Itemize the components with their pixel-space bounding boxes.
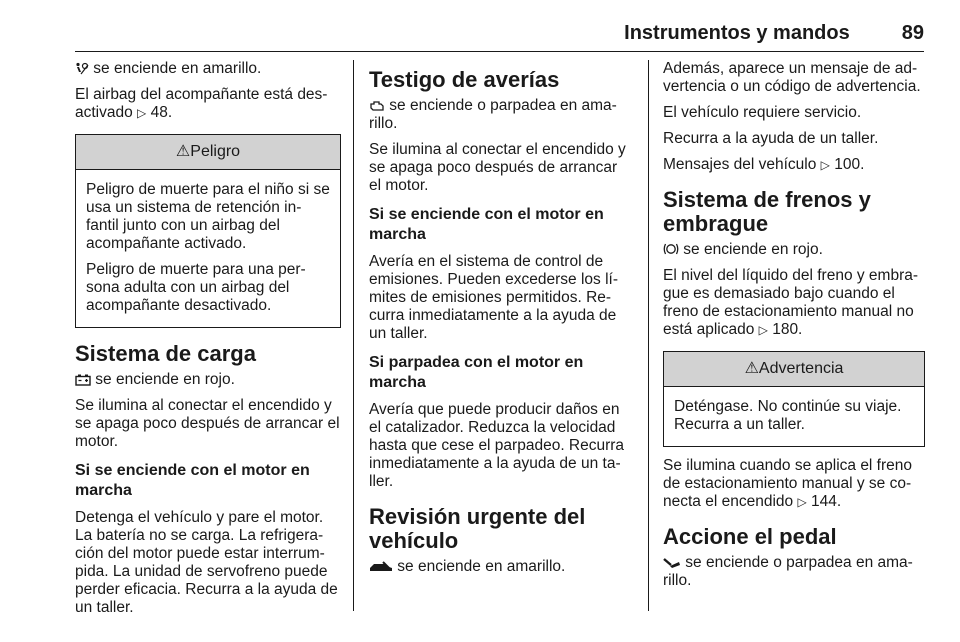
airbag-off-icon	[75, 61, 89, 75]
reference-arrow-icon: ▷	[820, 158, 830, 172]
warning-triangle-icon: ⚠	[744, 360, 759, 377]
frenos-paragraph: El nivel del líquido del freno y embra-gue es demasiado bajo cuando el freno de estacionamiento manual no está aplicado ▷ 180.	[663, 267, 919, 338]
page-number: 89	[901, 22, 924, 44]
averias-paragraph-3: Avería que puede producir daños en el catalizador. Reduzca la velocidad hasta que cese el parpadeo. Recurra inmediatamente a la ayuda de un ta-ller.	[369, 401, 625, 490]
averias-subheading-2: Si parpadea con el motor en marcha	[369, 354, 584, 391]
column-3	[663, 60, 925, 598]
paragraph-mensaje: Además, aparece un mensaje de ad-vertencia o un código de advertencia.	[663, 60, 921, 95]
engine-check-icon	[369, 98, 385, 112]
section-title: Instrumentos y mandos	[624, 22, 850, 44]
carga-icon-paragraph: se enciende en rojo.	[75, 371, 341, 389]
pedal-icon	[663, 555, 681, 569]
frenos-icon-paragraph: se enciende en rojo.	[663, 241, 925, 259]
reference-arrow-icon: ▷	[137, 106, 147, 120]
column-1	[75, 60, 341, 625]
column-2	[369, 60, 631, 584]
header-rule	[75, 51, 924, 52]
battery-icon	[75, 372, 91, 386]
reference-arrow-icon: ▷	[758, 323, 768, 337]
warning-text: Deténgase. No continúe su viaje. Recurra a un taller.	[674, 398, 902, 433]
heading-sistema-de-carga: Sistema de carga	[75, 341, 256, 366]
danger-text-2: Peligro de muerte para una per-sona adulta con un airbag del acompañante desactivado.	[86, 261, 306, 314]
pedal-icon-paragraph: se enciende o parpadea en ama-rillo.	[663, 554, 913, 589]
airbag-paragraph: se enciende en amarillo.	[75, 60, 341, 78]
warning-box-header: ⚠Advertencia	[664, 352, 924, 387]
freno-estacionamiento-paragraph: Se ilumina cuando se aplica el freno de estacionamiento manual y se co-necta el encendido ▷ 144.	[663, 457, 913, 510]
carga-instructions: Detenga el vehículo y pare el motor. La batería no se carga. La refrigera-ción del motor puede estar interrum-pida. La unidad de servofreno puede perder eficacia. Recurra a la ayuda de un taller.	[75, 509, 338, 616]
airbag-deactivated-paragraph: El airbag del acompañante está des-activado ▷ 48.	[75, 86, 328, 121]
reference-arrow-icon: ▷	[797, 495, 807, 509]
paragraph-servicio: El vehículo requiere servicio.	[663, 104, 862, 121]
carga-paragraph: Se ilumina al conectar el encendido y se apaga poco después de arrancar el motor.	[75, 397, 340, 450]
danger-box-header: ⚠Peligro	[76, 135, 340, 170]
averias-paragraph-2: Avería en el sistema de control de emisiones. Pueden excederse los lí-mites de emisiones permitidos. Re-curra inmediatamente a la ayuda de un taller.	[369, 253, 618, 342]
brake-icon	[663, 242, 679, 256]
warning-box-body	[664, 387, 924, 446]
averias-icon-paragraph: se enciende o parpadea en ama-rillo.	[369, 97, 617, 132]
danger-text-1: Peligro de muerte para el niño si se usa un sistema de retención in-fantil junto con un airbag del acompañante activado.	[86, 181, 330, 252]
carga-subheading: Si se enciende con el motor en marcha	[75, 462, 310, 499]
heading-sistema-de-frenos: Sistema de frenos y embrague	[663, 187, 871, 236]
warning-triangle-icon: ⚠	[175, 143, 191, 160]
averias-subheading-1: Si se enciende con el motor en marcha	[369, 206, 604, 243]
service-car-icon	[369, 559, 393, 573]
averias-paragraph-1: Se ilumina al conectar el encendido y se apaga poco después de arrancar el motor.	[369, 141, 626, 194]
warning-box	[663, 351, 925, 447]
page-header	[75, 22, 924, 52]
heading-revision-urgente: Revisión urgente del vehículo	[369, 504, 586, 553]
danger-box-body	[76, 170, 340, 327]
column-divider-2	[648, 60, 649, 611]
heading-accione-el-pedal: Accione el pedal	[663, 524, 837, 549]
heading-testigo-de-averias: Testigo de averías	[369, 67, 560, 92]
paragraph-mensajes-vehiculo: Mensajes del vehículo ▷ 100.	[663, 156, 865, 173]
column-divider-1	[353, 60, 354, 611]
danger-box	[75, 134, 341, 328]
revision-icon-paragraph: se enciende en amarillo.	[369, 558, 631, 576]
paragraph-taller: Recurra a la ayuda de un taller.	[663, 130, 879, 147]
